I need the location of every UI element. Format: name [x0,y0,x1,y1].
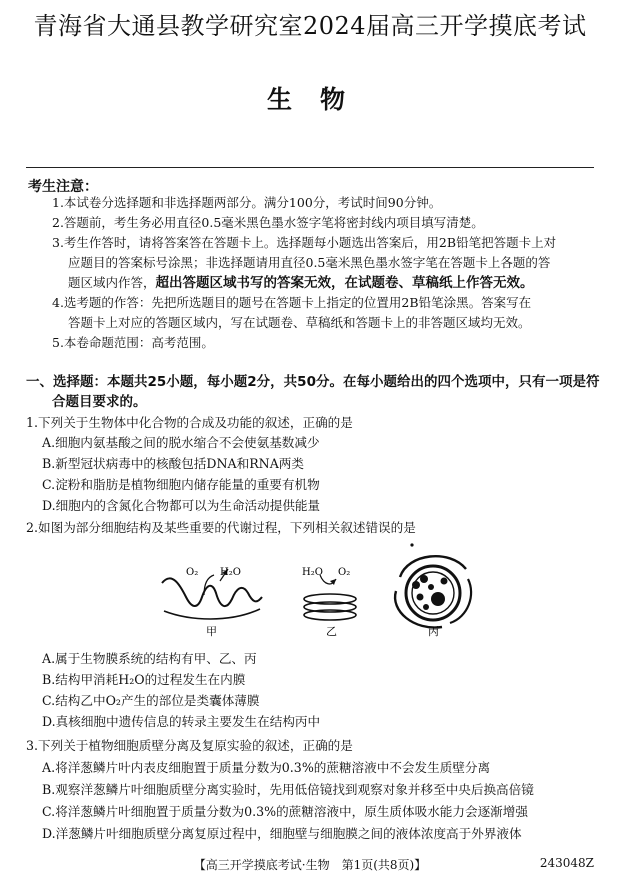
question-1-option-a: A.细胞内氨基酸之间的脱水缩合不会使氨基数减少 [42,435,320,450]
paper-code: 243048Z [539,856,594,870]
question-1-option-b: B.新型冠状病毒中的核酸包括DNA和RNA两类 [42,456,304,471]
notice-item-4-cont: 答题卡上对应的答题区域内，写在试题卷、草稿纸和答题卡上的非答题区域均无效。 [68,315,531,330]
question-2-option-a: A.属于生物膜系统的结构有甲、乙、丙 [42,651,257,666]
question-1-option-d: D.细胞内的含氮化合物都可以为生命活动提供能量 [42,498,321,513]
question-3-stem: 3.下列关于植物细胞质壁分离及复原实验的叙述，正确的是 [26,738,353,753]
question-1-stem: 1.下列关于生物体中化合物的合成及功能的叙述，正确的是 [26,415,353,430]
yi-o2-label: O₂ [338,567,351,578]
section-heading-line2: 合题目要求的。 [52,394,147,410]
figure-label-jia: 甲 [206,625,217,638]
header-divider [26,167,594,168]
notice-item-3-cont2-text: 题区域内作答， [68,275,156,290]
subject-title: 生物 [266,85,373,114]
notice-heading: 考生注意： [28,179,98,195]
question-3-option-d: D.洋葱鳞片叶细胞质壁分离复原过程中，细胞壁与细胞膜之间的液体浓度高于外界液体 [42,826,522,841]
question-2-option-d: D.真核细胞中遗传信息的转录主要发生在结构丙中 [42,714,321,729]
chloroplast-thylakoid-figure [302,567,356,638]
question-1-option-c: C.淀粉和脂肪是植物细胞内储存能量的重要有机物 [42,477,320,492]
figure-label-bing: 丙 [428,625,439,638]
notice-item-1: 1.本试卷分选择题和非选择题两部分。满分100分，考试时间90分钟。 [52,195,442,210]
figure-label-yi: 乙 [326,625,337,638]
question-3-option-b: B.观察洋葱鳞片叶细胞质壁分离实验时，先用低倍镜找到观察对象并移至中央后换高倍镜 [42,782,534,797]
jia-h2o-label: H₂O [220,567,241,578]
question-2-option-c: C.结构乙中O₂产生的部位是类囊体薄膜 [42,693,260,708]
question-2-option-b: B.结构甲消耗H₂O的过程发生在内膜 [42,672,246,687]
question-3-option-a: A.将洋葱鳞片叶内表皮细胞置于质量分数为0.3%的蔗糖溶液中不会发生质壁分离 [42,760,491,775]
section-heading-line1: 一、选择题：本题共25小题，每小题2分，共50分。在每小题给出的四个选项中，只有一项是符 [26,374,600,390]
notice-item-4: 4.选考题的作答：先把所选题目的题号在答题卡上指定的位置用2B铅笔涂黑。答案写在 [52,295,532,310]
notice-item-3: 3.考生作答时，请将答案答在答题卡上。选择题每小题选出答案后，用2B铅笔把答题卡上对 [52,235,557,250]
mitochondrion-figure [162,567,262,638]
question-2-stem: 2.如图为部分细胞结构及某些重要的代谢过程，下列相关叙述错误的是 [26,520,416,535]
yi-h2o-label: H₂O [302,567,323,578]
exam-title: 青海省大通县教学研究室2024届高三开学摸底考试 [33,12,587,40]
notice-item-3-cont2 [68,273,534,293]
notice-item-5: 5.本卷命题范围：高考范围。 [52,335,214,350]
page-footer: 【高三开学摸底考试·生物 第1页(共8页)】 [193,858,427,872]
section-heading [26,372,599,412]
notice-item-3-emphasis: 超出答题区域书写的答案无效，在试题卷、草稿纸上作答无效。 [155,275,534,291]
jia-o2-label: O₂ [186,567,199,578]
nucleus-figure [395,543,471,638]
question-3-option-c: C.将洋葱鳞片叶细胞置于质量分数为0.3%的蔗糖溶液中，原生质体吸水能力会逐渐增强 [42,804,528,819]
organelle-figure [150,535,490,640]
notice-item-2: 2.答题前，考生务必用直径0.5毫米黑色墨水签字笔将密封线内项目填写清楚。 [52,215,484,230]
notice-item-3-cont: 应题目的答案标号涂黑；非选择题请用直径0.5毫米黑色墨水签字笔在答题卡上各题的答 [68,255,551,270]
